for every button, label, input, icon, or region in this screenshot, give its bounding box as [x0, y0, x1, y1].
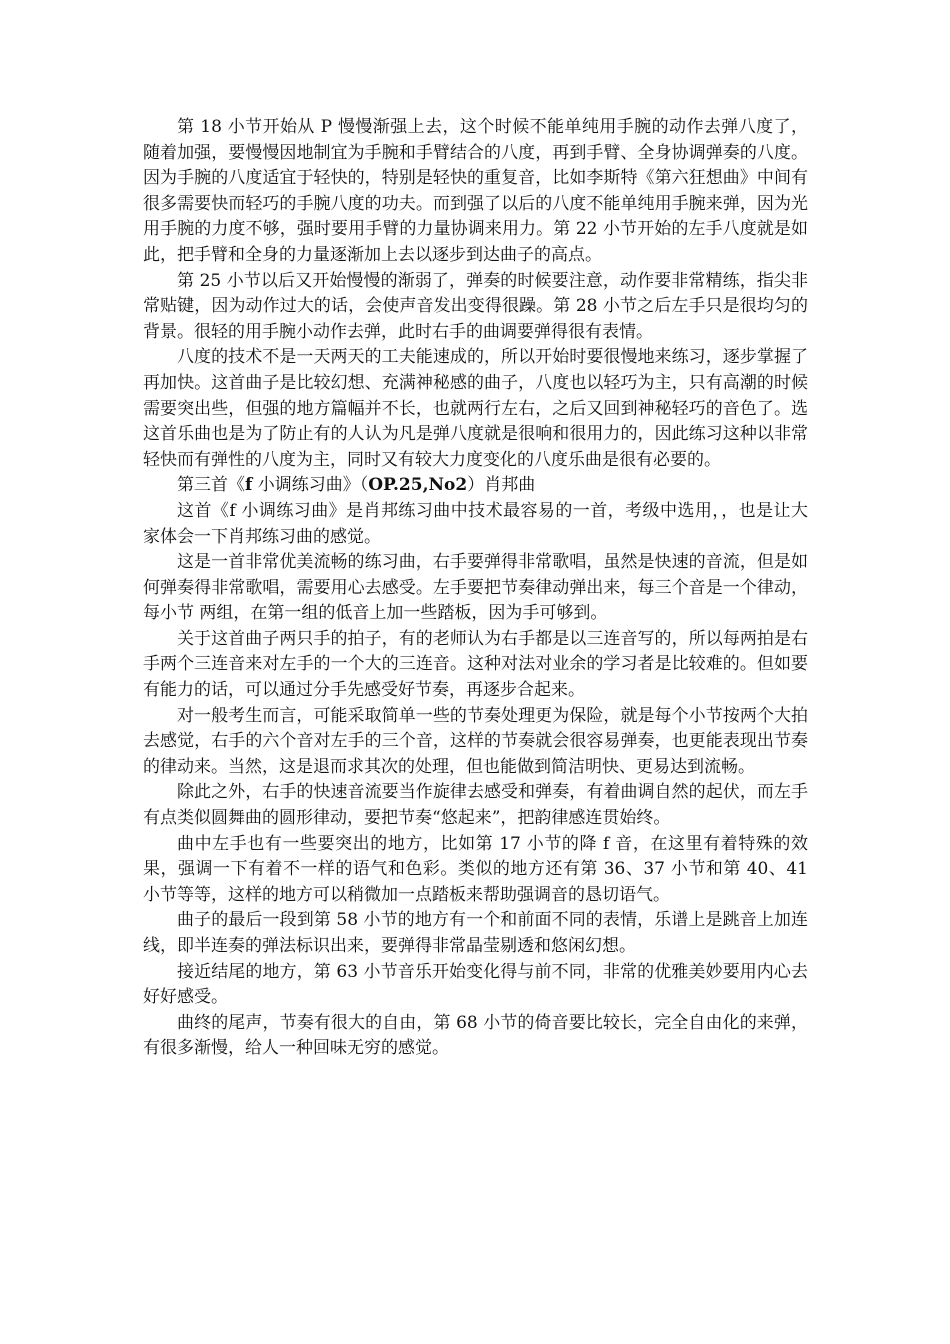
- paragraph-etude-phrasing: 除此之外，右手的快速音流要当作旋律去感受和弹奏，有着曲调自然的起伏，而左手有点类似圆舞曲的圆形律动，要把节奏“悠起来”，把韵律感连贯始终。: [143, 782, 808, 829]
- paragraph-etude-rhythm: 关于这首曲子两只手的拍子，有的老师认为右手都是以三连音写的，所以每两拍是右手两个三连音来对左手的一个大的三连音。这种对法对业余的学习者是比较难的。但如要有能力的话，可以通过分手先感受好节奏，再逐步合起来。: [143, 628, 808, 701]
- paragraph-etude-melody: 这是一首非常优美流畅的练习曲，右手要弹得非常歌唱，虽然是快速的音流，但是如何弹奏得非常歌唱，需要用心去感受。左手要把节奏律动弹出来，每三个音是一个律动，每小节 两组，在第一组的低音上加一些踏板，因为手可够到。: [143, 552, 808, 624]
- paragraph-etude-last-section: 曲子的最后一段到第 58 小节的地方有一个和前面不同的表情，乐谱上是跳音上加连线，即半连奏的弹法标识出来，要弹得非常晶莹剔透和悠闲幻想。: [143, 910, 808, 956]
- paragraph-etude-simplified: 对一般考生而言，可能采取简单一些的节奏处理更为保险，就是每个小节按两个大拍去感觉，右手的六个音对左手的三个音，这样的节奏就会很容易弹奏，也更能表现出节奏的律动来。当然，这是退而求其次的处理，但也能做到简洁明快、更易达到流畅。: [143, 705, 808, 777]
- heading-opus: OP.25,No2: [368, 475, 468, 496]
- paragraph-etude-near-end: 接近结尾的地方，第 63 小节音乐开始变化得与前不同，非常的优雅美妙要用内心去好好感受。: [143, 961, 808, 1008]
- heading-suffix: ）肖邦曲: [467, 475, 536, 496]
- paragraph-etude-left-hand: 曲中左手也有一些要突出的地方，比如第 17 小节的降 f 音，在这里有着特殊的效果，强调一下有着不一样的语气和色彩。类似的地方还有第 36、37 小节和第 40、41 小节等等，这样的地方可以稍微加一点踏板来帮助强调音的恳切语气。: [143, 833, 808, 905]
- paragraph-diminuendo: 第 25 小节以后又开始慢慢的渐弱了，弹奏的时候要注意，动作要非常精练，指尖非常贴键，因为动作过大的话，会使声音发出变得很躁。第 28 小节之后左手只是很均匀的背景。很轻的用手腕小动作去弹，此时右手的曲调要弹得很有表情。: [143, 270, 808, 342]
- heading-prefix: 第三首《: [177, 475, 245, 496]
- paragraph-etude-intro: 这首《f 小调练习曲》是肖邦练习曲中技术最容易的一首，考级中选用，，也是让大家体会一下肖邦练习曲的感觉。: [143, 500, 808, 547]
- heading-title-rest: 小调练习曲》（: [252, 475, 369, 496]
- paragraph-octave-technique: 八度的技术不是一天两天的工夫能速成的，所以开始时要很慢地来练习，逐步掌握了再加快。这首曲子是比较幻想、充满神秘感的曲子，八度也以轻巧为主，只有高潮的时候需要突出些，但强的地方篇幅并不长，也就两行左右，之后又回到神秘轻巧的音色了。选这首乐曲也是为了防止有的人认为凡是弹八度就是很响和很用力的，因此练习这种以非常轻快而有弹性的八度为主，同时又有较大力度变化的八度乐曲是很有必要的。: [143, 347, 808, 470]
- paragraph-etude-coda: 曲终的尾声，节奏有很大的自由，第 68 小节的倚音要比较长，完全自由化的来弹，有很多渐慢，给人一种回味无穷的感觉。: [143, 1012, 808, 1059]
- section-heading-chopin-etude: [143, 473, 808, 499]
- document-body: [143, 115, 808, 1062]
- heading-key: f: [245, 475, 253, 496]
- paragraph-octave-crescendo: 第 18 小节开始从 P 慢慢渐强上去，这个时候不能单纯用手腕的动作去弹八度了，随着加强，要慢慢因地制宜为手腕和手臂结合的八度，再到手臂、全身协调弹奏的八度。因为手腕的八度适宜于轻快的，特别是轻快的重复音，比如李斯特《第六狂想曲》中间有很多需要快而轻巧的手腕八度的功夫。而到强了以后的八度不能单纯用手腕来弹，因为光用手腕的力度不够，强时要用手臂的力量协调来用力。第 22 小节开始的左手八度就是如此，把手臂和全身的力量逐渐加上去以逐步到达曲子的高点。: [143, 117, 808, 265]
